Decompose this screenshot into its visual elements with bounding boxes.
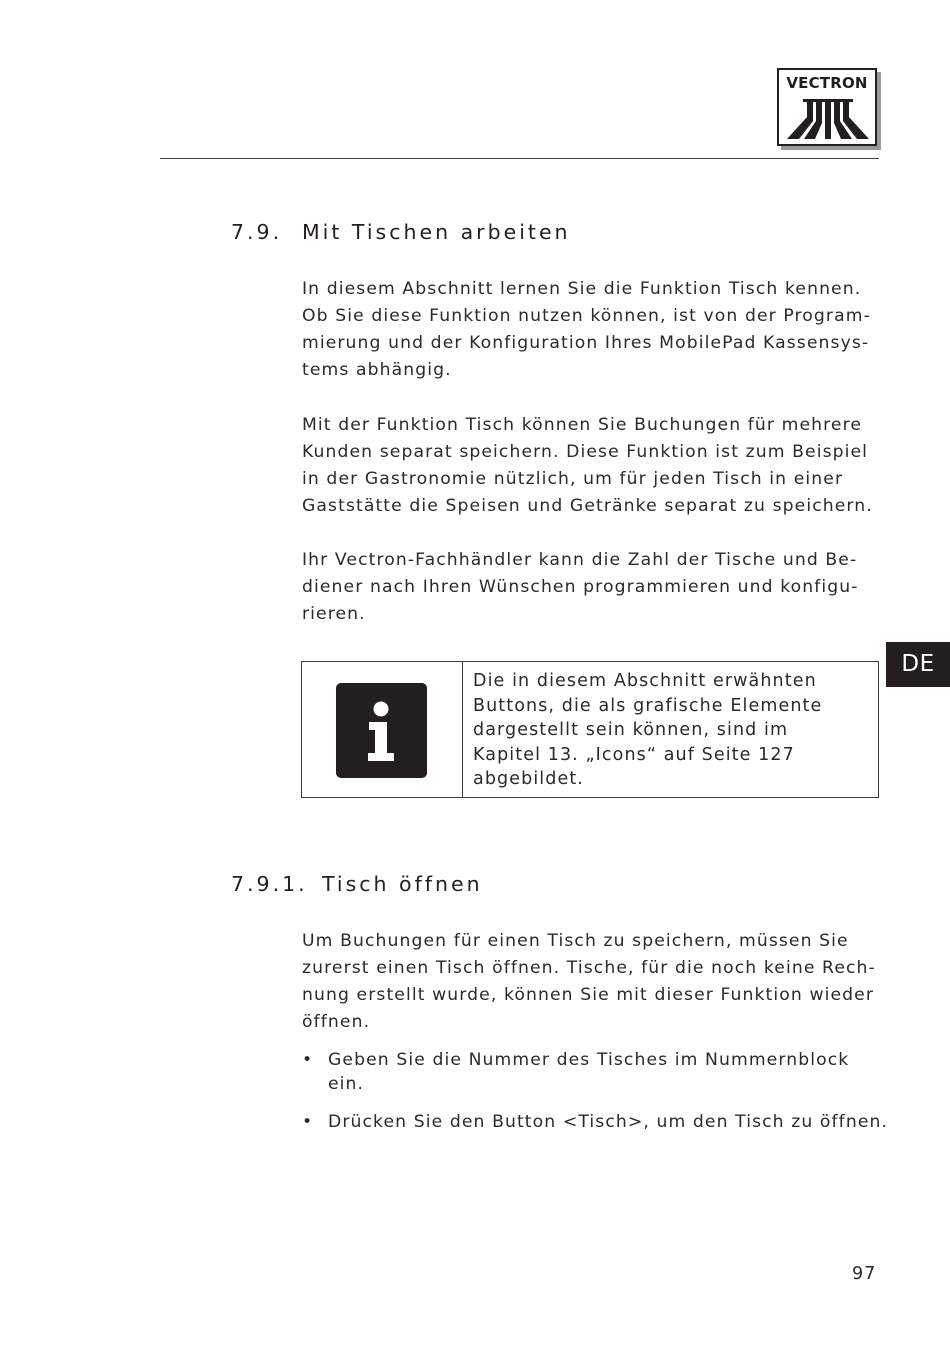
paragraph-intro xyxy=(302,276,887,384)
info-line: Buttons, die als grafische Elemente xyxy=(473,695,823,716)
text-line: nung erstellt wurde, können Sie mit dieser Funktion wieder xyxy=(302,985,875,1005)
text-line: rieren. xyxy=(302,604,366,624)
text-line: Um Buchungen für einen Tisch zu speichern, müssen Sie xyxy=(302,931,849,951)
list-item-text: Drücken Sie den Button <Tisch>, um den Tisch zu öffnen. xyxy=(328,1112,889,1132)
text-line: In diesem Abschnitt lernen Sie die Funktion Tisch kennen. xyxy=(302,279,862,299)
text-line: zurerst einen Tisch öffnen. Tische, für die noch keine Rech- xyxy=(302,958,876,978)
subsection-title: Tisch öffnen xyxy=(322,872,483,896)
bullet-icon: • xyxy=(302,1050,314,1070)
info-icon xyxy=(336,683,427,778)
text-line: in der Gastronomie nützlich, um für jeden Tisch in einer xyxy=(302,469,844,489)
info-icon-cell xyxy=(302,662,463,797)
subsection-heading xyxy=(231,872,483,896)
text-line: öffnen. xyxy=(302,1012,371,1032)
logo-text: VECTRON xyxy=(786,74,868,92)
paragraph-dealer xyxy=(302,547,887,628)
list-item-text: ein. xyxy=(328,1074,365,1094)
info-line: Die in diesem Abschnitt erwähnten xyxy=(473,671,817,691)
section-title: Mit Tischen arbeiten xyxy=(302,220,571,244)
text-line: Mit der Funktion Tisch können Sie Buchungen für mehrere xyxy=(302,415,863,435)
vectron-logo xyxy=(777,68,877,146)
info-line: abgebildet. xyxy=(473,769,584,790)
text-line: tems abhängig. xyxy=(302,360,452,380)
language-tab: DE xyxy=(886,642,950,687)
instruction-list xyxy=(302,1048,892,1148)
text-line: Gaststätte die Speisen und Getränke separat zu speichern. xyxy=(302,496,873,516)
paragraph-function xyxy=(302,412,887,520)
text-line: diener nach Ihren Wünschen programmieren und konfigu- xyxy=(302,577,859,597)
text-line: Kunden separat speichern. Diese Funktion ist zum Beispiel xyxy=(302,442,869,462)
info-text xyxy=(473,669,822,792)
list-item xyxy=(302,1110,892,1134)
page-number: 97 xyxy=(852,1264,877,1284)
list-item xyxy=(302,1048,892,1096)
list-item-text: Geben Sie die Nummer des Tisches im Nummernblock xyxy=(328,1050,850,1070)
bullet-icon: • xyxy=(302,1112,314,1132)
info-line: Kapitel 13. „Icons“ auf Seite 127 xyxy=(473,744,795,765)
logo-mark-icon xyxy=(785,97,869,141)
section-number: 7.9. xyxy=(231,220,283,244)
header-rule xyxy=(160,158,879,159)
text-line: mierung und der Konfiguration Ihres MobilePad Kassensys- xyxy=(302,333,870,353)
info-box xyxy=(301,661,879,798)
text-line: Ihr Vectron-Fachhändler kann die Zahl der Tische und Be- xyxy=(302,550,858,570)
section-heading xyxy=(231,220,571,244)
paragraph-open-table xyxy=(302,928,887,1036)
info-line: dargestellt sein können, sind im xyxy=(473,720,789,741)
text-line: Ob Sie diese Funktion nutzen können, ist von der Program- xyxy=(302,306,871,326)
subsection-number: 7.9.1. xyxy=(231,872,308,896)
